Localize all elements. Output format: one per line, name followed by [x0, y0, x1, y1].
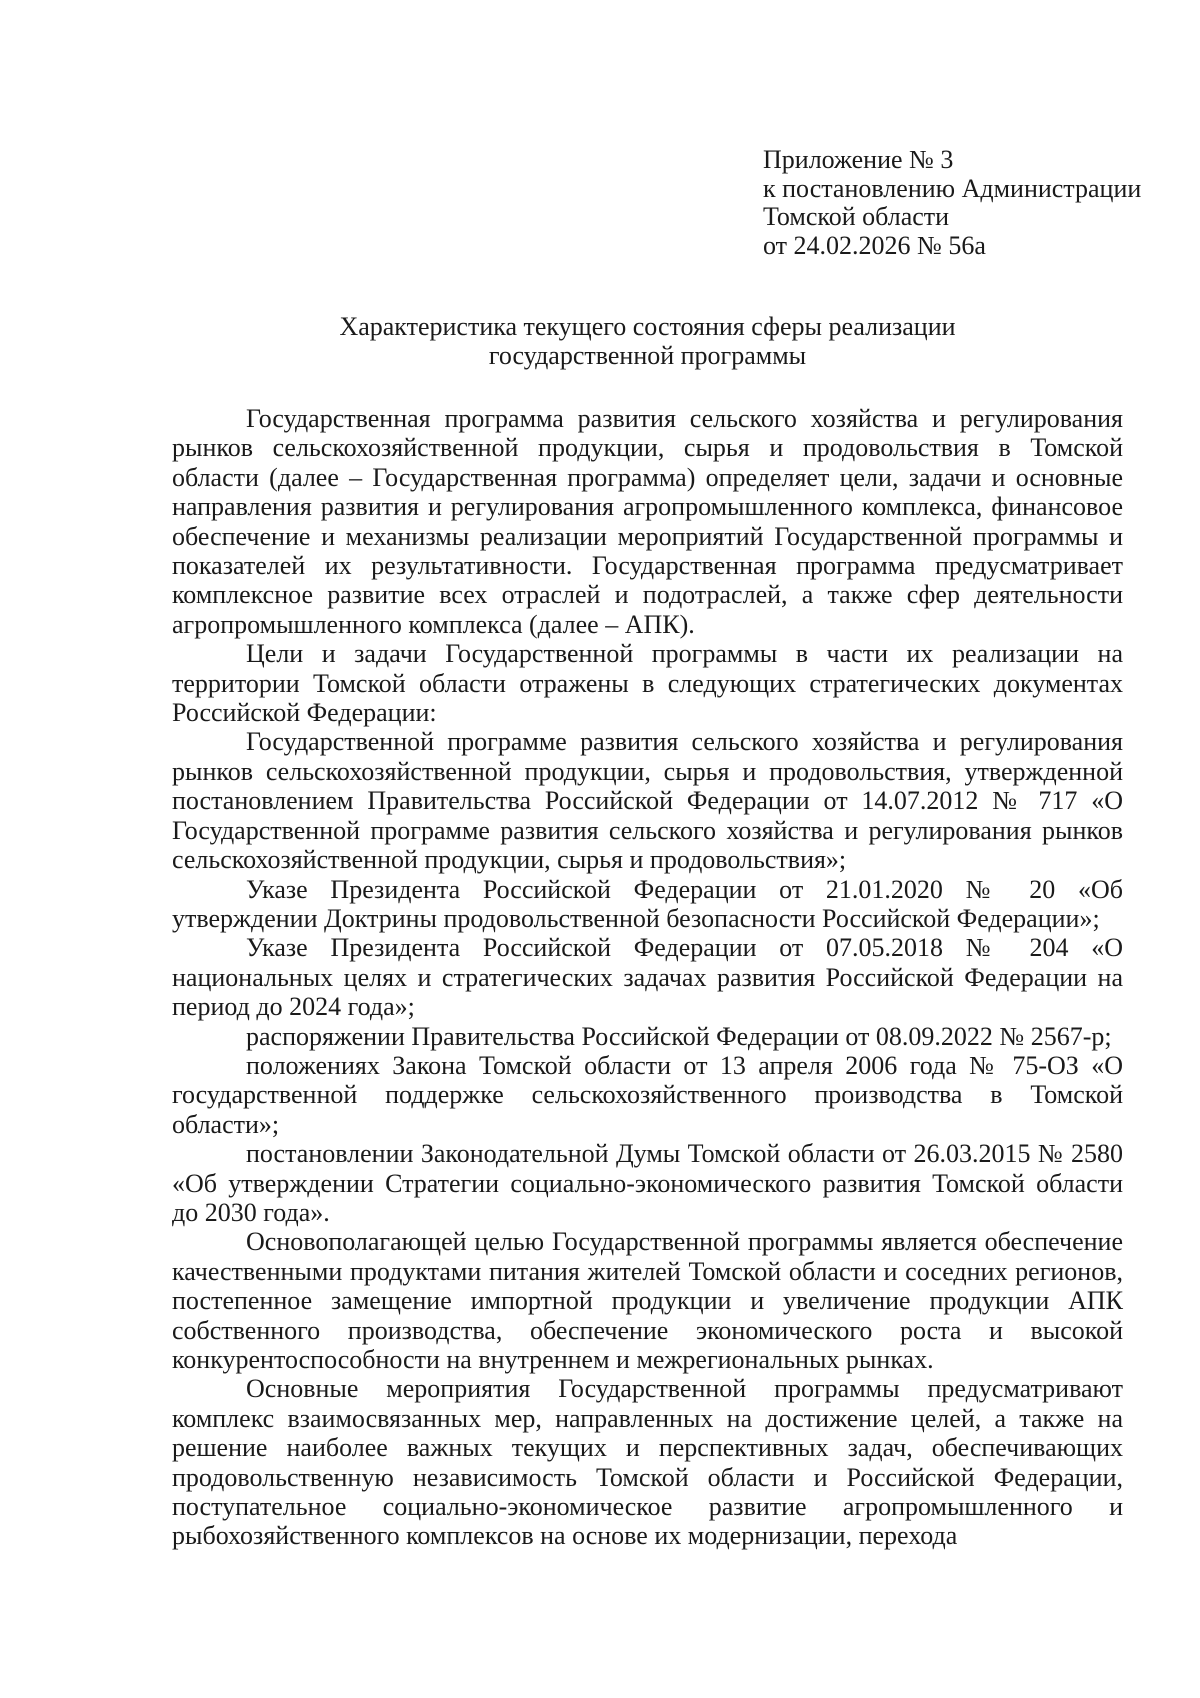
- paragraph: Основополагающей целью Государственной программы является обеспечение качественными продуктами питания жителей Томской области и соседних регионов, постепенное замещение импортной продукции и увеличение продукции АПК собственного производства, обеспечение экономического роста и высокой конкурентоспособности на внутреннем и межрегиональных рынках.: [172, 1227, 1123, 1374]
- paragraph: распоряжении Правительства Российской Федерации от 08.09.2022 № 2567-р;: [246, 1021, 1112, 1051]
- appendix-region: Томской области: [763, 202, 950, 231]
- paragraph: положениях Закона Томской области от 13 апреля 2006 года № 75-ОЗ «О государственной поддержке сельскохозяйственного производства в Томской области»;: [172, 1050, 1123, 1139]
- document-body: [172, 404, 1123, 1551]
- paragraph: Цели и задачи Государственной программы в части их реализации на территории Томской области отражены в следующих стратегических документах Российской Федерации:: [172, 639, 1123, 728]
- appendix-header: [763, 146, 1163, 260]
- paragraph: Основные мероприятия Государственной программы предусматривают комплекс взаимосвязанных мер, направленных на достижение целей, а также на решение наиболее важных текущих и перспективных задач, обеспечивающих продовольственную независимость Томской области и Российской Федерации, поступательное социально-экономическое развитие агропромышленного и рыбохозяйственного комплексов на основе их модернизации, перехода: [172, 1374, 1123, 1551]
- paragraph: Указе Президента Российской Федерации от 07.05.2018 № 204 «О национальных целях и стратегических задачах развития Российской Федерации на период до 2024 года»;: [172, 933, 1123, 1022]
- document-title-line: Характеристика текущего состояния сферы реализации: [339, 312, 956, 341]
- paragraph: постановлении Законодательной Думы Томской области от 26.03.2015 № 2580 «Об утверждении Стратегии социально-экономического развития Томской области до 2030 года».: [172, 1139, 1123, 1227]
- paragraph: Указе Президента Российской Федерации от 21.01.2020 № 20 «Об утверждении Доктрины продовольственной безопасности Российской Федерации»;: [172, 874, 1123, 933]
- appendix-number: Приложение № 3: [763, 145, 954, 174]
- appendix-date-number: от 24.02.2026 № 56а: [763, 230, 986, 260]
- appendix-decree-reference: к постановлению Администрации: [763, 173, 1142, 203]
- paragraph: Государственной программе развития сельского хозяйства и регулирования рынков сельскохозяйственной продукции, сырья и продовольствия, утвержденной постановлением Правительства Российской Федерации от 14.07.2012 № 717 «О Государственной программе развития сельского хозяйства и регулирования рынков сельскохозяйственной продукции, сырья и продовольствия»;: [172, 727, 1123, 875]
- paragraph: Государственная программа развития сельского хозяйства и регулирования рынков сельскохозяйственной продукции, сырья и продовольствия в Томской области (далее – Государственная программа) определяет цели, задачи и основные направления развития и регулирования агропромышленного комплекса, финансовое обеспечение и механизмы реализации мероприятий Государственной программы и показателей их результативности. Государственная программа предусматривает комплексное развитие всех отраслей и подотраслей, а также сфер деятельности агропромышленного комплекса (далее – АПК).: [172, 404, 1123, 639]
- document-title: [172, 313, 1123, 370]
- document-title-line: государственной программы: [488, 340, 807, 370]
